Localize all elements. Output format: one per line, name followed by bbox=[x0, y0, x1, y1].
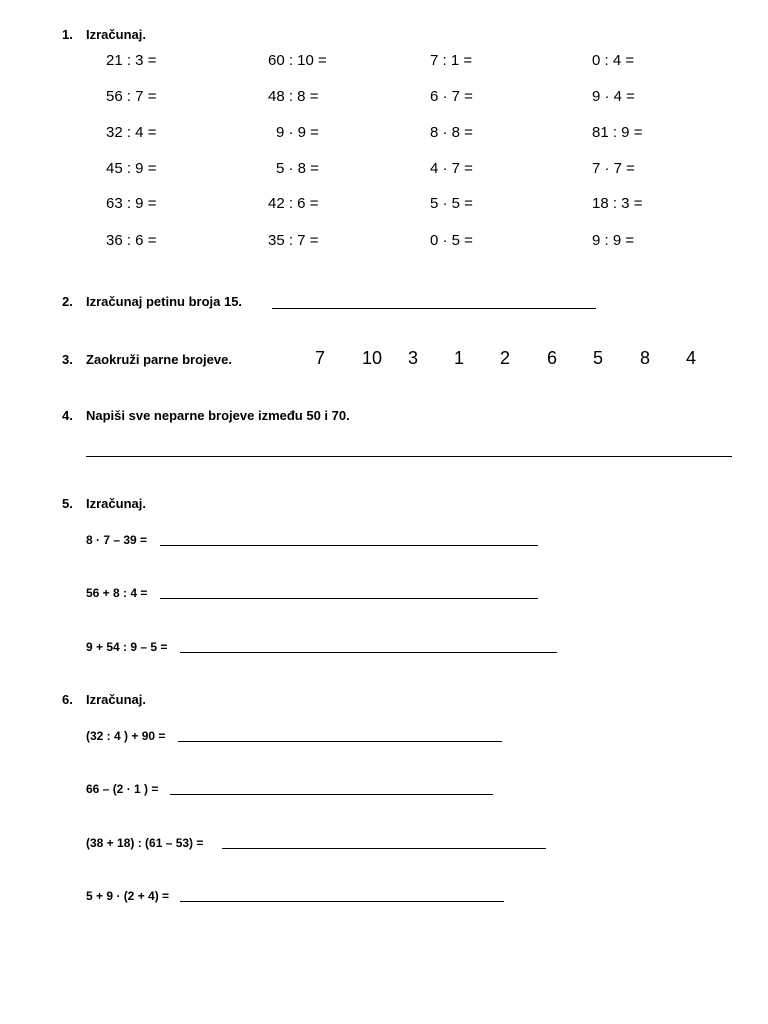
task-5-expression: 9 + 54 : 9 – 5 = bbox=[86, 640, 168, 654]
task-5-expression: 8 · 7 – 39 = bbox=[86, 533, 148, 547]
task-3-number-item[interactable]: 6 bbox=[547, 348, 558, 368]
task-4-text: Napiši sve neparne brojeve između 50 i 70. bbox=[86, 408, 350, 423]
task-1-cell: 7 · 7 = bbox=[592, 160, 635, 177]
task-3-number-item[interactable]: 5 bbox=[593, 348, 604, 368]
task-1-cell: 81 : 9 = bbox=[592, 124, 643, 141]
task-5-answer-line[interactable] bbox=[180, 652, 557, 653]
task-6-number: 6. bbox=[62, 692, 73, 707]
task-6-expression: (38 + 18) : (61 – 53) = bbox=[86, 836, 204, 850]
task-1-cell: 21 : 3 = bbox=[106, 52, 157, 69]
task-6-expression: 66 – (2 · 1 ) = bbox=[86, 782, 159, 796]
task-3-number-item[interactable]: 2 bbox=[500, 348, 511, 368]
task-4-number: 4. bbox=[62, 408, 73, 423]
task-6-answer-line[interactable] bbox=[180, 901, 504, 902]
task-6-answer-line[interactable] bbox=[222, 848, 546, 849]
task-6-expression: (32 : 4 ) + 90 = bbox=[86, 729, 166, 743]
task-1-cell: 42 : 6 = bbox=[268, 195, 319, 212]
task-1-cell: 8 · 8 = bbox=[430, 124, 473, 141]
task-3-text: Zaokruži parne brojeve. bbox=[86, 352, 232, 367]
task-1-cell: 63 : 9 = bbox=[106, 195, 157, 212]
task-1-cell: 9 · 9 = bbox=[276, 124, 319, 141]
task-1-cell: 48 : 8 = bbox=[268, 88, 319, 105]
task-5-expression: 56 + 8 : 4 = bbox=[86, 586, 148, 600]
task-1-cell: 36 : 6 = bbox=[106, 232, 157, 249]
task-1-number: 1. bbox=[62, 27, 73, 42]
task-1-cell: 18 : 3 = bbox=[592, 195, 643, 212]
task-1-title: Izračunaj. bbox=[86, 27, 146, 42]
task-5-answer-line[interactable] bbox=[160, 598, 538, 599]
task-5-number: 5. bbox=[62, 496, 73, 511]
task-4-answer-line[interactable] bbox=[86, 456, 732, 457]
task-1-cell: 6 · 7 = bbox=[430, 88, 473, 105]
task-3-number: 3. bbox=[62, 352, 73, 367]
task-1-cell: 9 : 9 = bbox=[592, 232, 635, 249]
task-1-cell: 9 · 4 = bbox=[592, 88, 635, 105]
task-1-cell: 56 : 7 = bbox=[106, 88, 157, 105]
task-6-answer-line[interactable] bbox=[170, 794, 493, 795]
task-3-number-item[interactable]: 4 bbox=[686, 348, 697, 368]
task-1-cell: 7 : 1 = bbox=[430, 52, 473, 69]
task-1-cell: 5 · 5 = bbox=[430, 195, 473, 212]
task-6-answer-line[interactable] bbox=[178, 741, 502, 742]
task-3-number-item[interactable]: 3 bbox=[408, 348, 419, 368]
task-6-title: Izračunaj. bbox=[86, 692, 146, 707]
task-1-cell: 35 : 7 = bbox=[268, 232, 319, 249]
task-3-number-item[interactable]: 1 bbox=[454, 348, 465, 368]
task-2-text: Izračunaj petinu broja 15. bbox=[86, 294, 243, 309]
task-5-answer-line[interactable] bbox=[160, 545, 538, 546]
task-1-cell: 45 : 9 = bbox=[106, 160, 157, 177]
task-1-cell: 60 : 10 = bbox=[268, 52, 327, 69]
task-1-cell: 0 · 5 = bbox=[430, 232, 473, 249]
task-3-number-item[interactable]: 10 bbox=[362, 348, 383, 368]
task-3-number-item[interactable]: 8 bbox=[640, 348, 651, 368]
task-1-cell: 4 · 7 = bbox=[430, 160, 473, 177]
task-2-answer-line[interactable] bbox=[272, 308, 596, 309]
task-1-cell: 0 : 4 = bbox=[592, 52, 635, 69]
task-3-number-item[interactable]: 7 bbox=[315, 348, 326, 368]
task-1-cell: 32 : 4 = bbox=[106, 124, 157, 141]
task-5-title: Izračunaj. bbox=[86, 496, 146, 511]
task-1-cell: 5 · 8 = bbox=[276, 160, 319, 177]
task-2-number: 2. bbox=[62, 294, 73, 309]
task-6-expression: 5 + 9 · (2 + 4) = bbox=[86, 889, 170, 903]
